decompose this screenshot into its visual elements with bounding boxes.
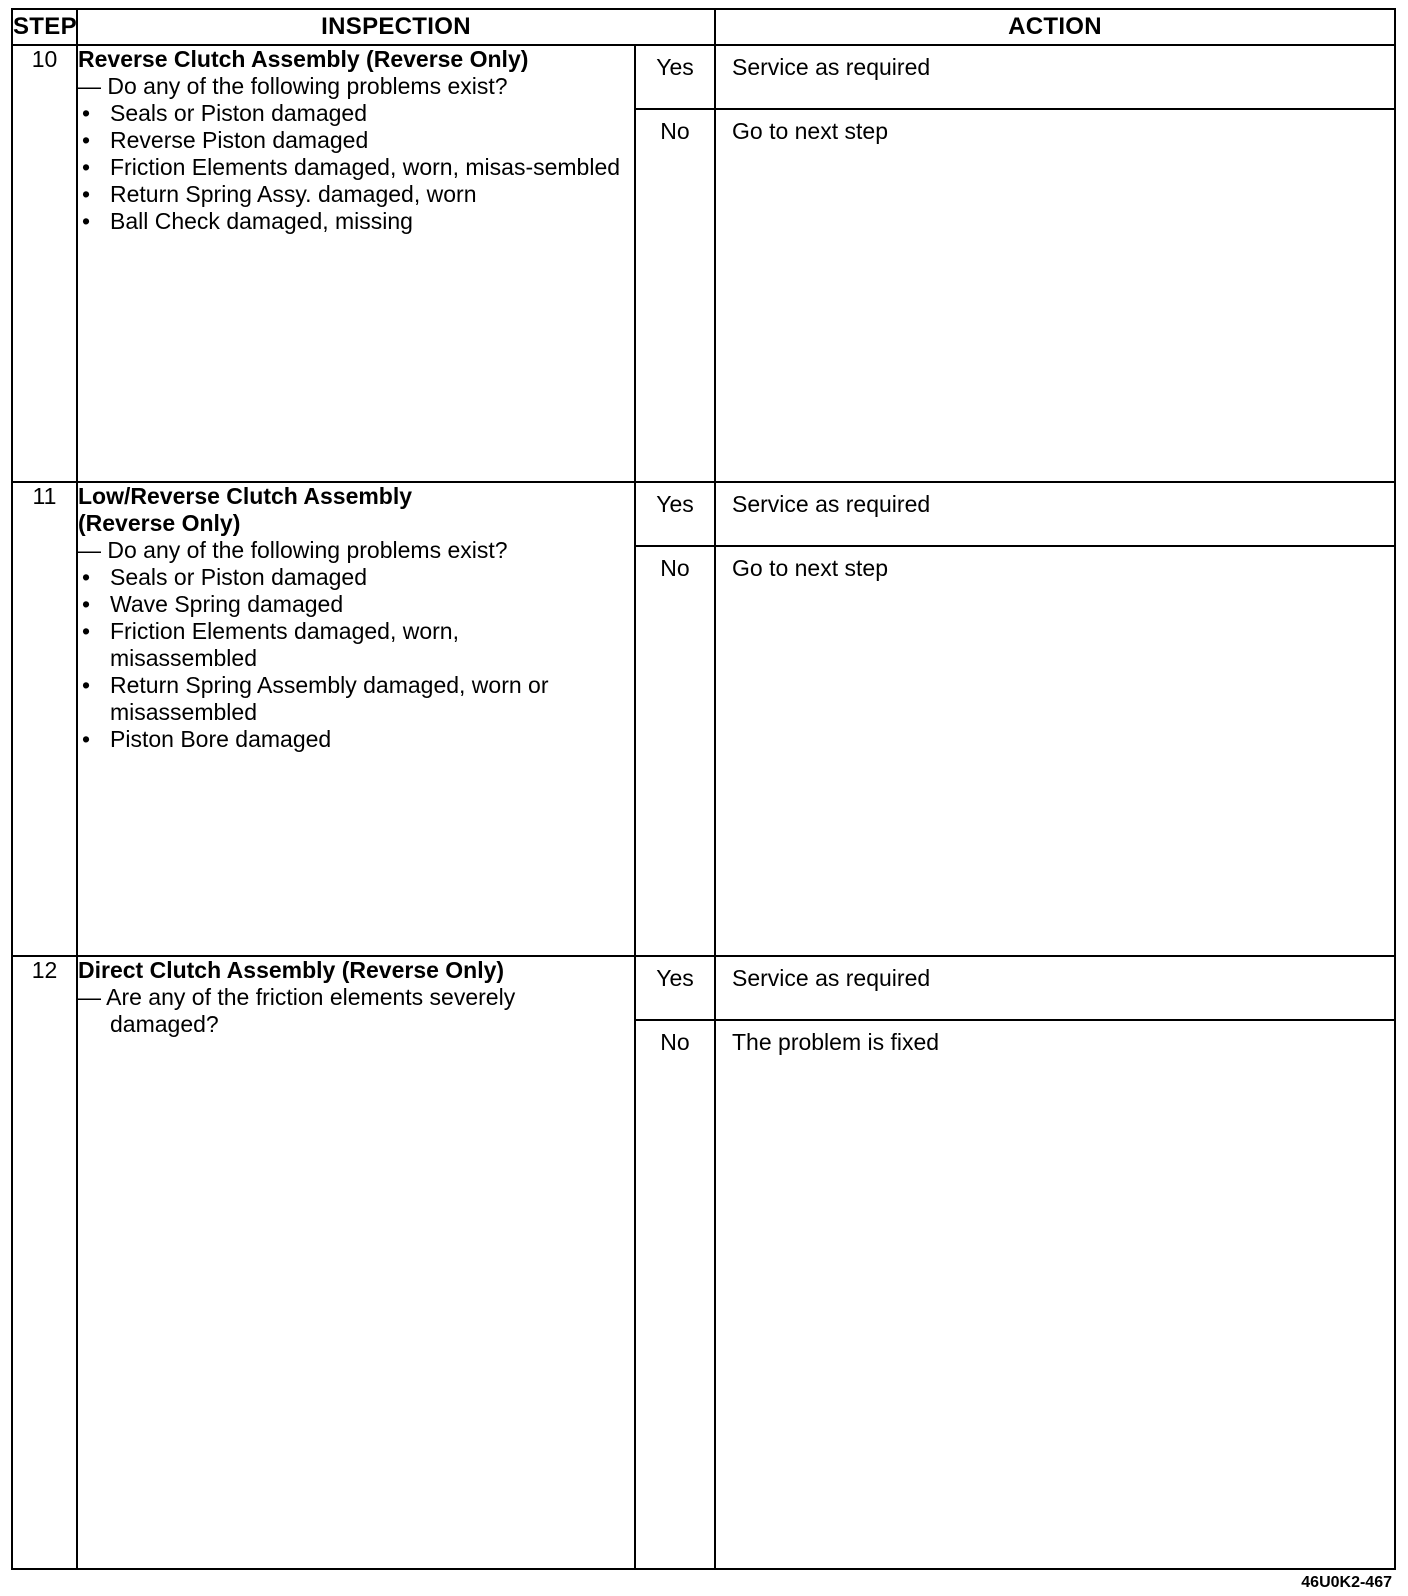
table-row [12, 956, 1395, 1569]
answer-no: No [660, 555, 690, 581]
condition-item: • Return Spring Assy. damaged, worn [78, 181, 634, 208]
inspection-cell [77, 956, 635, 1569]
condition-list [78, 100, 634, 235]
action-yes: Service as required [716, 46, 1394, 110]
step-number: 12 [12, 956, 77, 1569]
answer-no: No [660, 1029, 690, 1055]
inspection-cell [77, 482, 635, 956]
step-number: 10 [12, 45, 77, 482]
answer-cell [635, 45, 715, 482]
inspection-question: — Do any of the following problems exist? [78, 73, 508, 99]
inspection-question: — Do any of the following problems exist? [78, 537, 508, 563]
action-cell [715, 956, 1395, 1569]
table-row [12, 482, 1395, 956]
action-no: Go to next step [732, 118, 888, 144]
inspection-title: Low/Reverse Clutch Assembly (Reverse Only) [78, 483, 413, 536]
condition-item: • Seals or Piston damaged [78, 564, 634, 591]
condition-item: • Friction Elements damaged, worn, misassembled [78, 618, 490, 672]
answer-yes: Yes [636, 483, 714, 547]
answer-yes: Yes [636, 46, 714, 110]
column-header-step: STEP [12, 9, 77, 45]
diagnostic-table [11, 8, 1396, 1570]
action-no: Go to next step [732, 555, 888, 581]
condition-item: • Reverse Piston damaged [78, 127, 634, 154]
table-row [12, 45, 1395, 482]
inspection-title: Reverse Clutch Assembly (Reverse Only) [78, 46, 529, 72]
condition-item: • Wave Spring damaged [78, 591, 634, 618]
inspection-cell [77, 45, 635, 482]
condition-item: • Seals or Piston damaged [78, 100, 634, 127]
step-number: 11 [12, 482, 77, 956]
answer-no: No [660, 118, 690, 144]
inspection-title: Direct Clutch Assembly (Reverse Only) [78, 957, 505, 983]
answer-yes: Yes [636, 957, 714, 1021]
condition-item: • Friction Elements damaged, worn, misas-sembled [78, 154, 634, 181]
action-cell [715, 45, 1395, 482]
inspection-question: — Are any of the friction elements severely damaged? [78, 984, 516, 1037]
action-yes: Service as required [716, 483, 1394, 547]
column-header-inspection: INSPECTION [77, 9, 715, 45]
answer-cell [635, 482, 715, 956]
condition-item: • Ball Check damaged, missing [78, 208, 634, 235]
condition-list [78, 564, 634, 753]
action-cell [715, 482, 1395, 956]
column-header-action: ACTION [715, 9, 1395, 45]
condition-item: • Piston Bore damaged [78, 726, 634, 753]
table-header-row [12, 9, 1395, 45]
figure-reference-code: 46U0K2-467 [1301, 1574, 1392, 1591]
answer-cell [635, 956, 715, 1569]
action-yes: Service as required [716, 957, 1394, 1021]
condition-item: • Return Spring Assembly damaged, worn or misassembled [78, 672, 590, 726]
action-no: The problem is fixed [732, 1029, 940, 1055]
